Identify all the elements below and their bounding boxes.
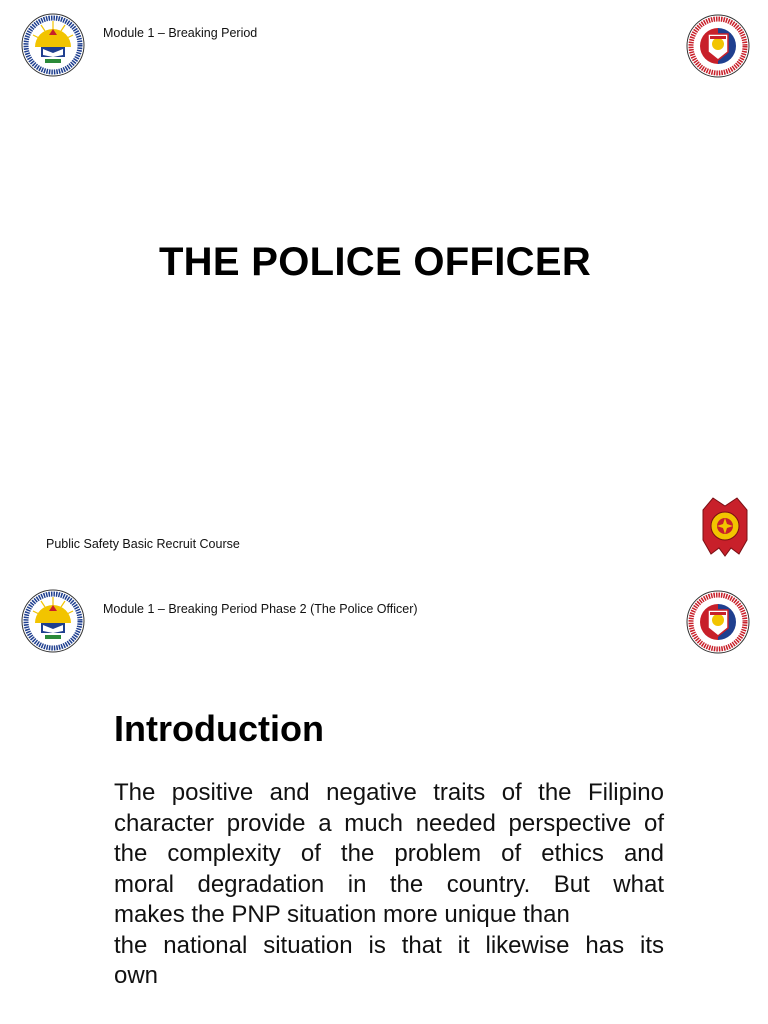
pnpti-seal-icon xyxy=(686,590,750,654)
academy-seal-icon xyxy=(21,589,85,653)
paragraph-line: moral degradation in the country. But what xyxy=(114,870,664,898)
content-slide xyxy=(0,576,768,1024)
course-label: Public Safety Basic Recruit Course xyxy=(46,537,240,551)
paragraph-line: The positive and negative traits of the Filipino xyxy=(114,779,664,806)
paragraph-line: own xyxy=(114,962,159,989)
paragraph-line: the national situation is that it likewise has its xyxy=(114,931,664,959)
pnpti-seal-icon xyxy=(686,14,750,78)
paragraph-line: character provide a much needed perspective of xyxy=(114,809,664,837)
module-label: Module 1 – Breaking Period xyxy=(103,26,258,40)
pnp-badge-icon xyxy=(699,496,751,558)
slide-title: THE POLICE OFFICER xyxy=(158,240,592,284)
section-heading: Introduction xyxy=(114,708,324,749)
academy-seal-icon xyxy=(21,13,85,77)
module-label: Module 1 – Breaking Period Phase 2 (The Police Officer) xyxy=(103,602,418,616)
paragraph-line: the complexity of the problem of ethics and xyxy=(114,840,664,867)
intro-paragraph xyxy=(114,778,664,992)
paragraph-line: makes the PNP situation more unique than xyxy=(114,901,570,928)
